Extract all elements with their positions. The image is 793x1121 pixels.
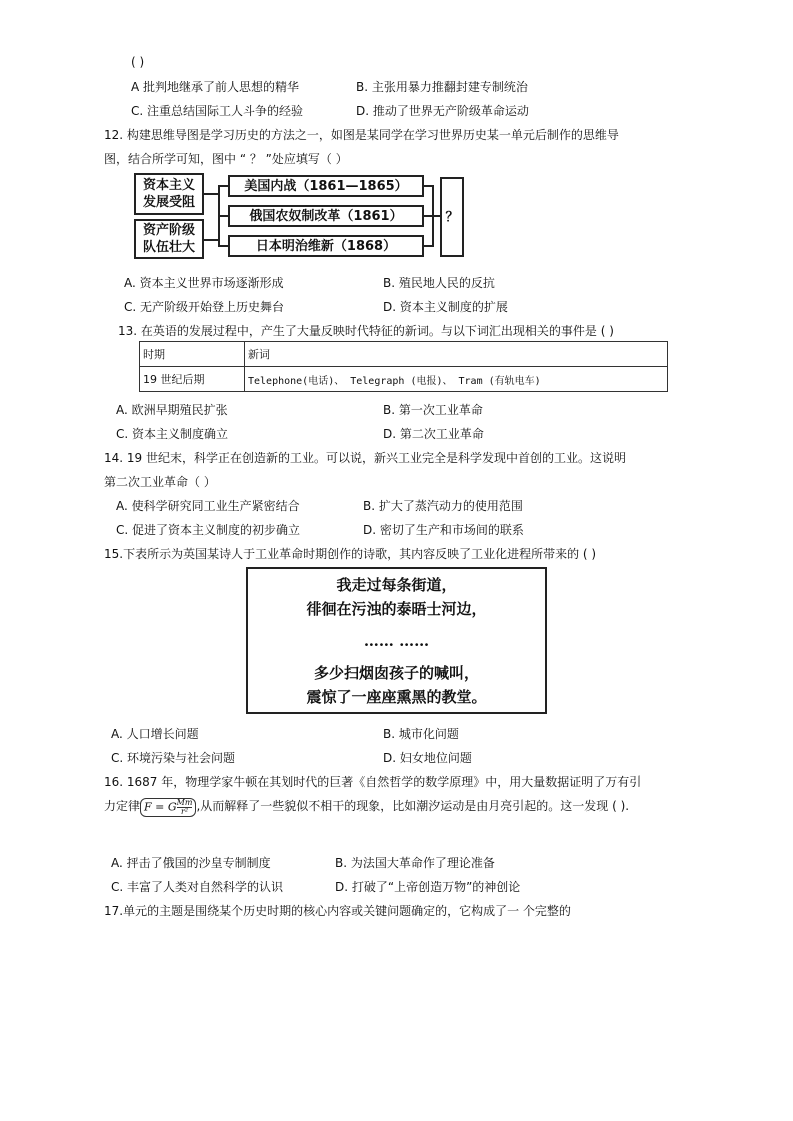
q16-option-a[interactable]: A. 抨击了俄国的沙皇专制制度 (111, 856, 271, 870)
mind-map (134, 173, 478, 259)
formula-numerator: Mm (176, 797, 193, 807)
q16-option-c[interactable]: C. 丰富了人类对自然科学的认识 (111, 880, 284, 894)
q12-option-d[interactable]: D. 资本主义制度的扩展 (383, 300, 508, 314)
q15-option-c[interactable]: C. 环境污染与社会问题 (111, 751, 236, 765)
q12-option-b[interactable]: B. 殖民地人民的反抗 (383, 276, 495, 290)
q12-stem-line2: 图，结合所学可知，图中 “ ？ ”处应填写（ ） (104, 152, 348, 166)
connector (204, 239, 218, 241)
q14-option-c[interactable]: C. 促进了资本主义制度的初步确立 (116, 523, 301, 537)
poem-box (246, 567, 547, 714)
q17-stem: 17.单元的主题是围绕某个历史时期的核心内容或关键问题确定的，它构成了一 个完整的 (104, 904, 571, 918)
q16-stem-line2-start: 力定律 (104, 799, 141, 813)
q12-option-a[interactable]: A. 资本主义世界市场逐渐形成 (124, 276, 284, 290)
q11-option-c[interactable]: C. 注重总结国际工人斗争的经验 (131, 104, 304, 118)
q14-option-a[interactable]: A. 使科学研究同工业生产紧密结合 (116, 499, 300, 513)
q14-stem-line2: 第二次工业革命（ ） (104, 475, 216, 489)
q11-option-d[interactable]: D. 推动了世界无产阶级革命运动 (356, 104, 529, 118)
q15-option-d[interactable]: D. 妇女地位问题 (383, 751, 472, 765)
q15-option-a[interactable]: A. 人口增长问题 (111, 727, 199, 741)
q13-option-b[interactable]: B. 第一次工业革命 (383, 403, 483, 417)
mind-map-node-russia-reform: 俄国农奴制改革（1861） (228, 205, 424, 227)
formula-lhs: F = G (144, 800, 177, 813)
formula-fraction (177, 799, 193, 816)
q14-stem-line1: 14. 19 世纪末，科学正在创造新的工业。可以说，新兴工业完全是科学发现中首创的工业。这说明 (104, 451, 626, 465)
mind-map-node-meiji-restoration: 日本明治维新（1868） (228, 235, 424, 257)
q14-option-b[interactable]: B. 扩大了蒸汽动力的使用范围 (363, 499, 523, 513)
q14-option-d[interactable]: D. 密切了生产和市场间的联系 (363, 523, 524, 537)
q13-option-a[interactable]: A. 欧洲早期殖民扩张 (116, 403, 228, 417)
connector (218, 185, 228, 187)
connector (432, 185, 434, 247)
q16-stem-line2-end: ,从而解释了一些貌似不相干的现象，比如潮汐运动是由月亮引起的。这一发现 ( ). (196, 799, 630, 813)
table-header-new-words: 新词 (245, 342, 668, 367)
q16-stem-line1: 16. 1687 年，物理学家牛顿在其划时代的巨著《自然哲学的数学原理》中，用大量数据证明了万有引 (104, 775, 642, 789)
formula-denominator: r² (181, 806, 189, 816)
mind-map-node-capitalism-obstructed: 资本主义 发展受阻 (134, 173, 204, 215)
q13-stem: 13. 在英语的发展过程中，产生了大量反映时代特征的新词。与以下词汇出现相关的事件是 ( ) (118, 324, 614, 338)
q13-table (139, 341, 668, 392)
poem-line-4: 多少扫烟囱孩子的喊叫， (313, 664, 479, 682)
table-row (140, 342, 668, 367)
table-row (140, 367, 668, 392)
q16-stem-line2 (104, 795, 629, 817)
q15-stem: 15.下表所示为英国某诗人于工业革命时期创作的诗歌，其内容反映了工业化进程所带来的 ( ) (104, 547, 597, 561)
connector (218, 245, 228, 247)
q11-option-b[interactable]: B. 主张用暴力推翻封建专制统治 (356, 80, 528, 94)
poem-line-1: 我走过每条街道， (336, 576, 457, 594)
gravitation-formula (140, 798, 196, 817)
poem-line-3: …… …… (363, 632, 430, 650)
q13-option-c[interactable]: C. 资本主义制度确立 (116, 427, 229, 441)
q11-paren: ( ) (131, 55, 145, 69)
mind-map-node-bourgeoisie-growth: 资产阶级 队伍壮大 (134, 219, 204, 259)
connector (218, 215, 228, 217)
q12-option-c[interactable]: C. 无产阶级开始登上历史舞台 (124, 300, 285, 314)
connector (204, 193, 218, 195)
table-cell-new-words: Telephone(电话)、 Telegraph (电报)、 Tram (有轨电车) (245, 367, 668, 392)
poem-line-2: 徘徊在污浊的泰晤士河边， (306, 600, 487, 618)
q16-option-d[interactable]: D. 打破了“上帝创造万物”的神创论 (335, 880, 521, 894)
mind-map-node-us-civil-war: 美国内战（1861—1865） (228, 175, 424, 197)
q15-option-b[interactable]: B. 城市化问题 (383, 727, 459, 741)
mind-map-node-question: ？ (440, 177, 464, 257)
q13-option-d[interactable]: D. 第二次工业革命 (383, 427, 484, 441)
table-header-period: 时期 (140, 342, 245, 367)
q16-option-b[interactable]: B. 为法国大革命作了理论准备 (335, 856, 495, 870)
q11-option-a[interactable]: A 批判地继承了前人思想的精华 (131, 80, 300, 94)
poem-line-5: 震惊了一座座熏黑的教堂。 (306, 688, 487, 706)
q12-stem-line1: 12. 构建思维导图是学习历史的方法之一，如图是某同学在学习世界历史某一单元后制作的思维导 (104, 128, 619, 142)
table-cell-period: 19 世纪后期 (140, 367, 245, 392)
